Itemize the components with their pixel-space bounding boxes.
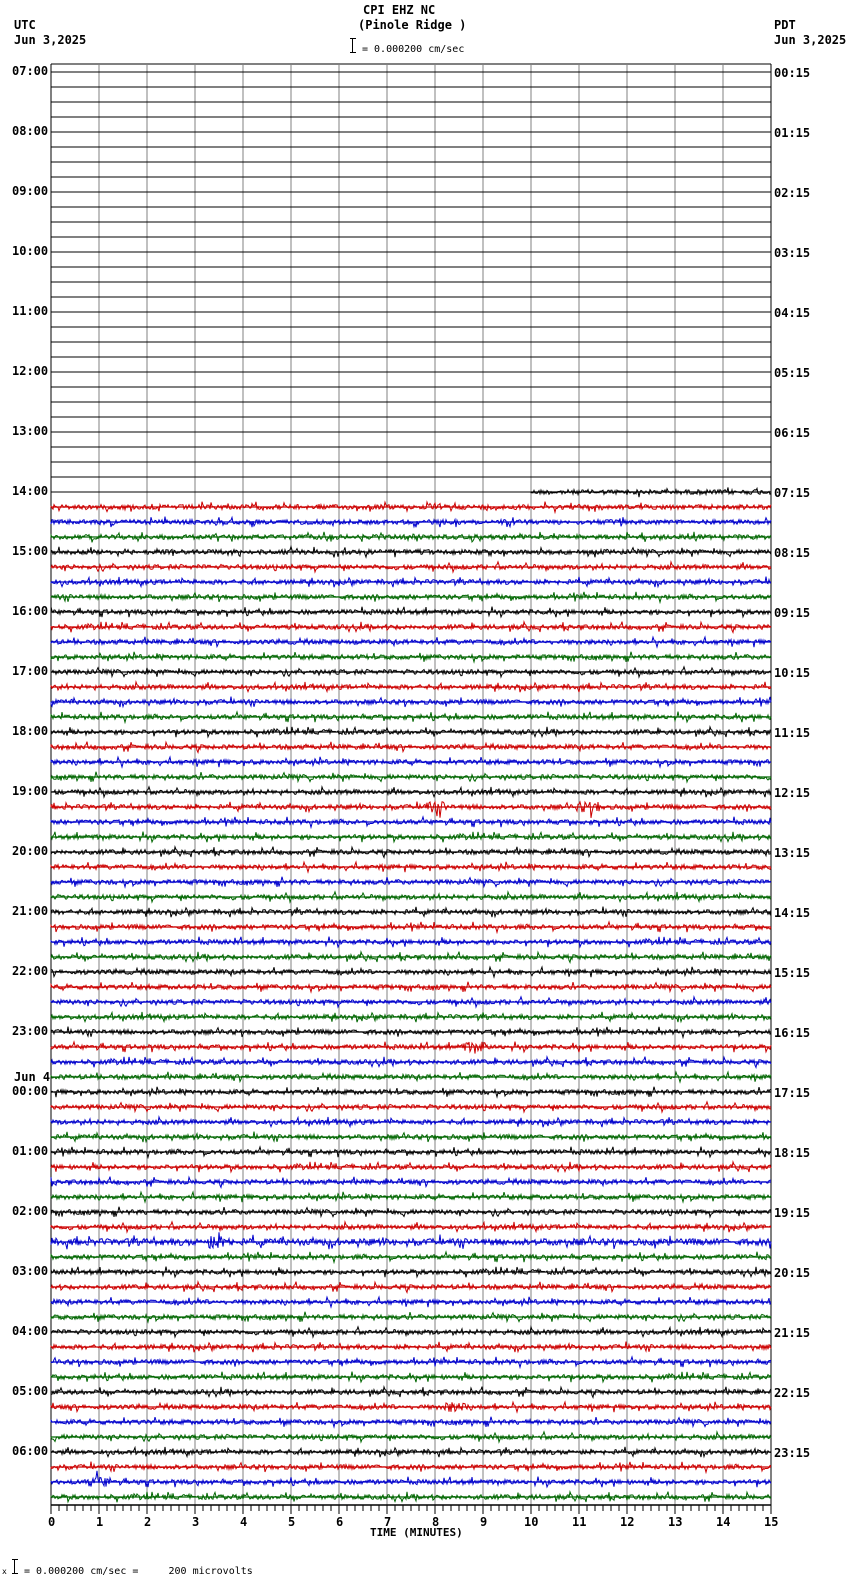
- left-timezone: UTC: [14, 18, 36, 32]
- right-time-label: 14:15: [774, 906, 811, 920]
- left-time-label: 10:00: [12, 244, 49, 258]
- left-time-label: 04:00: [12, 1324, 49, 1338]
- x-tick-label: 14: [716, 1515, 731, 1529]
- left-time-label: 16:00: [12, 604, 49, 618]
- x-tick-label: 12: [620, 1515, 635, 1529]
- x-tick-label: 9: [480, 1515, 488, 1529]
- right-time-label: 06:15: [774, 426, 811, 440]
- right-time-label: 19:15: [774, 1206, 811, 1220]
- right-time-label: 20:15: [774, 1266, 811, 1280]
- right-time-label: 08:15: [774, 546, 811, 560]
- left-time-label: 05:00: [12, 1384, 49, 1398]
- right-timezone: PDT: [774, 18, 796, 32]
- right-time-label: 01:15: [774, 126, 811, 140]
- right-time-label: 23:15: [774, 1446, 811, 1460]
- scale-text: = 0.000200 cm/sec: [362, 44, 465, 55]
- left-time-label: 03:00: [12, 1264, 49, 1278]
- right-time-label: 09:15: [774, 606, 811, 620]
- left-time-label: 07:00: [12, 64, 49, 78]
- footer-scale-bar-icon: [14, 1559, 20, 1574]
- left-time-label: 08:00: [12, 124, 49, 138]
- left-time-label: 19:00: [12, 784, 49, 798]
- left-time-label: 23:00: [12, 1024, 49, 1038]
- left-time-label: 02:00: [12, 1204, 49, 1218]
- x-tick-label: 8: [432, 1515, 440, 1529]
- left-time-label: 21:00: [12, 904, 49, 918]
- left-time-label: 15:00: [12, 544, 49, 558]
- left-time-label: 22:00: [12, 964, 49, 978]
- left-time-label: 09:00: [12, 184, 49, 198]
- x-tick-label: 6: [336, 1515, 344, 1529]
- right-time-label: 13:15: [774, 846, 811, 860]
- station-name: (Pinole Ridge ): [358, 18, 467, 32]
- left-time-label: 01:00: [12, 1144, 49, 1158]
- x-tick-label: 2: [144, 1515, 152, 1529]
- right-time-label: 10:15: [774, 666, 811, 680]
- x-axis-label: TIME (MINUTES): [370, 1526, 463, 1539]
- left-time-label: 00:00: [12, 1084, 49, 1098]
- right-time-label: 17:15: [774, 1086, 811, 1100]
- right-time-label: 02:15: [774, 186, 811, 200]
- left-time-label: 11:00: [12, 304, 49, 318]
- footer-scale-text: = 0.000200 cm/sec = 200 microvolts: [24, 1566, 253, 1577]
- left-time-label: 06:00: [12, 1444, 49, 1458]
- left-date: Jun 3,2025: [14, 33, 87, 47]
- x-tick-label: 4: [240, 1515, 248, 1529]
- right-date: Jun 3,2025: [774, 33, 847, 47]
- left-time-label: 17:00: [12, 664, 49, 678]
- right-time-label: 22:15: [774, 1386, 811, 1400]
- right-time-label: 03:15: [774, 246, 811, 260]
- left-time-label: 18:00: [12, 724, 49, 738]
- x-tick-label: 1: [96, 1515, 104, 1529]
- right-time-label: 18:15: [774, 1146, 811, 1160]
- x-tick-label: 5: [288, 1515, 296, 1529]
- chart-title: CPI EHZ NC: [363, 3, 436, 17]
- x-tick-label: 0: [48, 1515, 56, 1529]
- left-time-label: 12:00: [12, 364, 49, 378]
- left-time-label: 14:00: [12, 484, 49, 498]
- left-time-label: 20:00: [12, 844, 49, 858]
- right-time-label: 05:15: [774, 366, 811, 380]
- right-time-label: 11:15: [774, 726, 811, 740]
- x-tick-label: 13: [668, 1515, 683, 1529]
- footer-prefix: x: [2, 1567, 7, 1576]
- right-time-label: 04:15: [774, 306, 811, 320]
- x-tick-label: 3: [192, 1515, 200, 1529]
- x-tick-label: 7: [384, 1515, 392, 1529]
- date-change-label: Jun 4: [14, 1070, 51, 1084]
- x-tick-label: 11: [572, 1515, 587, 1529]
- right-time-label: 00:15: [774, 66, 811, 80]
- x-tick-label: 10: [524, 1515, 539, 1529]
- x-tick-label: 15: [764, 1515, 779, 1529]
- right-time-label: 12:15: [774, 786, 811, 800]
- left-time-label: 13:00: [12, 424, 49, 438]
- right-time-label: 16:15: [774, 1026, 811, 1040]
- right-time-label: 21:15: [774, 1326, 811, 1340]
- right-time-label: 07:15: [774, 486, 811, 500]
- right-time-label: 15:15: [774, 966, 811, 980]
